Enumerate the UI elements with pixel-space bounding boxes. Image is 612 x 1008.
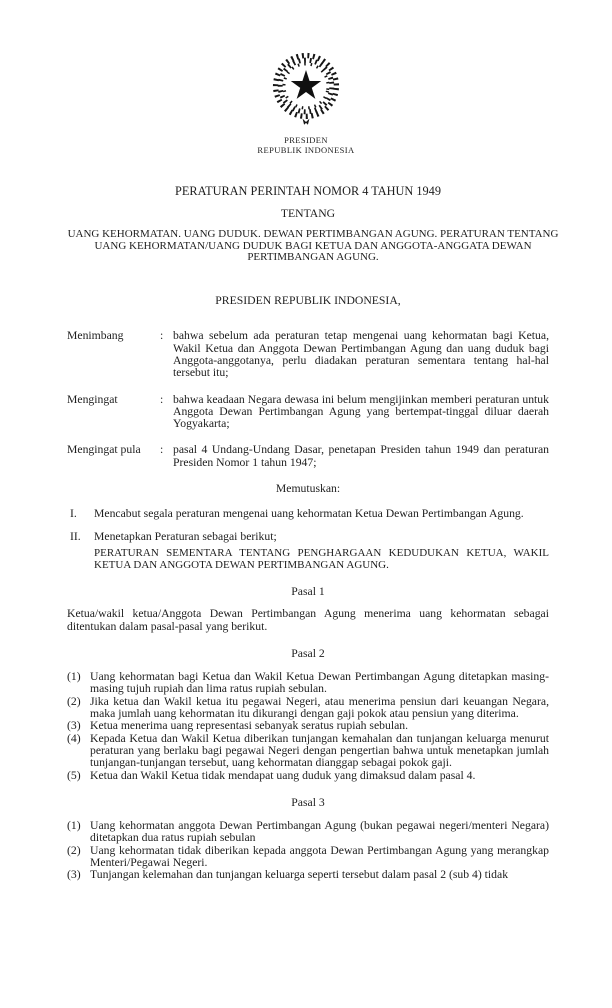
institution-name-line1: PRESIDEN	[284, 135, 328, 145]
letterhead	[0, 0, 612, 155]
pasal-item	[67, 869, 549, 881]
pasal-item	[67, 671, 549, 696]
decision-body	[94, 508, 549, 520]
preamble-row-mengingat-pula	[67, 444, 549, 469]
pasal-item	[67, 820, 549, 845]
preamble-separator: :	[160, 443, 164, 457]
pasal-item	[67, 845, 549, 870]
star-icon	[291, 70, 321, 99]
item-text: Uang kehormatan anggota Dewan Pertimbangan Agung (bukan pegawai negeri/menteri Negara) ditetapkan dua ratus rupiah sebulan	[90, 819, 549, 845]
tentang-label: TENTANG	[280, 207, 336, 220]
document-title: PERATURAN PERINTAH NOMOR 4 TAHUN 1949	[175, 184, 441, 198]
item-text: Ketua menerima uang representasi sebanyak seratus rupiah sebulan.	[90, 719, 409, 733]
decision-text: Menetapkan Peraturan sebagai berikut;	[94, 529, 277, 543]
item-text: Uang kehormatan tidak diberikan kepada anggota Dewan Pertimbangan Agung yang merangkap Menteri/Pegawai Negeri.	[90, 843, 549, 869]
item-number: (1)	[67, 819, 81, 833]
item-number: (2)	[67, 843, 81, 857]
item-text: Ketua dan Wakil Ketua tidak mendapat uang duduk yang dimaksud dalam pasal 4.	[90, 768, 476, 782]
pasal-2-heading: Pasal 2	[291, 646, 325, 660]
item-text: Kepada Ketua dan Wakil Ketua diberikan tunjangan kemahalan dan tunjangan keluarga menurut peraturan yang berlaku bagi pegawai Negeri dengan pengertian bahwa untuk menetapkan jumlah tunjangan-tunjangan tersebut, uang kehormatan dianggap sebagai pokok gaji.	[90, 731, 549, 770]
preamble-label: Mengingat	[67, 392, 118, 406]
pasal-1-section	[67, 586, 549, 633]
preamble-text: pasal 4 Undang-Undang Dasar, penetapan Presiden tahun 1949 dan peraturan Presiden Nomor 1 tahun 1947;	[173, 443, 549, 469]
pasal-1-heading: Pasal 1	[291, 584, 325, 598]
institution-name-line2: REPUBLIK INDONESIA	[257, 145, 355, 155]
seal-ribbon-ornament	[303, 119, 310, 125]
pasal-item	[67, 696, 549, 721]
document-body	[67, 184, 559, 882]
pasal-item	[67, 720, 549, 732]
pasal-3-heading: Pasal 3	[291, 795, 325, 809]
item-number: (3)	[67, 868, 81, 882]
pasal-3-items	[67, 820, 549, 881]
item-number: (3)	[67, 719, 81, 733]
item-text: Uang kehormatan bagi Ketua dan Wakil Ketua Dewan Pertimbangan Agung ditetapkan masing-masing tujuh rupiah dan lima ratus rupiah sebulan.	[90, 670, 549, 696]
preamble-section	[67, 330, 549, 469]
item-number: (2)	[67, 694, 81, 708]
preamble-label: Mengingat pula	[67, 443, 141, 457]
opening-line: PRESIDEN REPUBLIK INDONESIA,	[215, 294, 401, 308]
preamble-row-menimbang	[67, 330, 549, 379]
item-text: Jika ketua dan Wakil ketua itu pegawai Negeri, atau menerima pensiun dari keuangan Negara, maka jumlah uang kehormatan itu dikurangi dengan gaji pokok atau pensiun yang diterima.	[90, 694, 549, 721]
preamble-text: bahwa sebelum ada peraturan tetap mengenai uang kehormatan bagi Ketua, Wakil Ketua dan Anggota Dewan Pertimbangan Agung dan uang duduk bagi Anggota-anggotanya, perlu diadakan peraturan sementara tentang hal-hal tersebut itu;	[173, 329, 549, 380]
pasal-1-body: Ketua/wakil ketua/Anggota Dewan Pertimbangan Agung menerima uang kehormatan sebagai ditentukan dalam pasal-pasal yang berikut.	[67, 607, 549, 633]
pasal-item	[67, 770, 549, 782]
pasal-3-section	[67, 797, 549, 882]
preamble-row-mengingat	[67, 394, 549, 431]
item-number: (5)	[67, 768, 81, 782]
pasal-item	[67, 733, 549, 770]
decision-body	[94, 531, 549, 571]
item-text: Tunjangan kelemahan dan tunjangan keluarga seperti tersebut dalam pasal 2 (sub 4) tidak	[90, 868, 509, 882]
decision-number: II.	[70, 529, 81, 543]
memutuskan-heading: Memutuskan:	[275, 482, 341, 496]
decision-text: Mencabut segala peraturan mengenai uang kehormatan Ketua Dewan Pertimbangan Agung.	[94, 507, 524, 521]
star-wreath-seal-icon	[268, 50, 344, 128]
decision-item-2	[70, 531, 549, 571]
decision-subtext: PERATURAN SEMENTARA TENTANG PENGHARGAAN KEDUDUKAN KETUA, WAKIL KETUA DAN ANGGOTA DEWAN PERTIMBANGAN AGUNG.	[94, 546, 549, 571]
decision-number: I.	[70, 507, 77, 521]
pasal-2-section	[67, 648, 549, 782]
decisions-list	[67, 508, 549, 571]
item-number: (4)	[67, 731, 81, 745]
preamble-text: bahwa keadaan Negara dewasa ini belum mengijinkan memberi peraturan untuk Anggota Dewan Pertimbangan Agung yang bertempat-tinggal diluar daerah Yogyakarta;	[173, 392, 549, 431]
preamble-label: Menimbang	[67, 329, 124, 343]
decision-item-1	[70, 508, 549, 520]
pasal-2-items	[67, 671, 549, 782]
document-subject: UANG KEHORMATAN. UANG DUDUK. DEWAN PERTIMBANGAN AGUNG. PERATURAN TENTANG UANG KEHORMATAN/UANG DUDUK BAGI KETUA DAN ANGGOTA-ANGGATA DEWAN PERTIMBANGAN AGUNG.	[67, 228, 559, 264]
item-number: (1)	[67, 670, 81, 684]
preamble-separator: :	[160, 329, 164, 343]
preamble-separator: :	[160, 392, 164, 406]
